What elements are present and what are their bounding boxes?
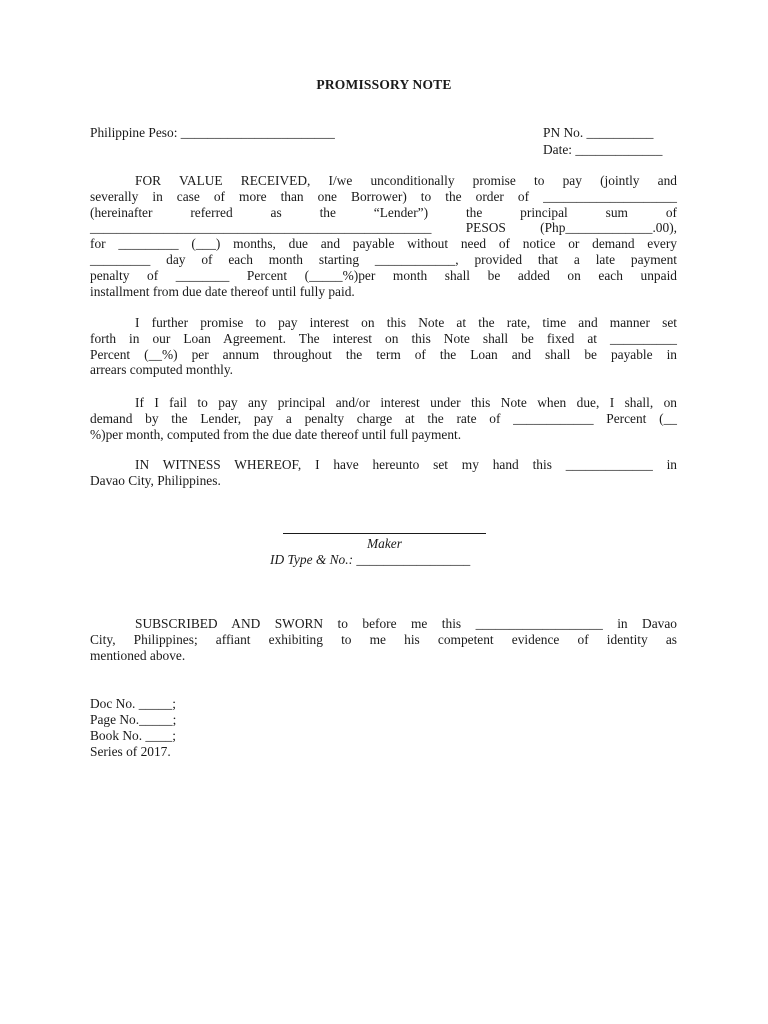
paragraph-line: arrears computed monthly. — [90, 362, 234, 378]
paragraph-line: Davao City, Philippines. — [90, 472, 221, 488]
page-number: Page No._____; — [90, 712, 177, 727]
paragraph-line: FOR VALUE RECEIVED, I/we unconditionally promise to pay (jointly and — [135, 173, 677, 188]
document-title: PROMISSORY NOTE — [316, 77, 452, 92]
doc-number: Doc No. _____; — [90, 696, 176, 711]
paragraph-line: %)per month, computed from the due date thereof until full payment. — [90, 426, 462, 442]
paragraph-line: _________ day of each month starting ____________, provided that a late payment — [90, 251, 677, 267]
pn-number-line: PN No. __________ — [543, 125, 654, 140]
series-year: Series of 2017. — [90, 744, 171, 759]
paragraph-for-value-received — [90, 173, 677, 299]
maker-label: Maker — [367, 536, 402, 551]
paragraph-line: severally in case of more than one Borrower) to the order of ____________________ — [90, 188, 677, 204]
paragraph-interest — [90, 315, 677, 378]
paragraph-line: City, Philippines; affiant exhibiting to me his competent evidence of identity as — [90, 631, 677, 647]
paragraph-line: for _________ (___) months, due and payable without need of notice or demand every — [90, 236, 677, 252]
maker-signature-line — [283, 533, 486, 534]
paragraph-line: ___________________________________________________ PESOS (Php_____________.00), — [90, 220, 677, 236]
paragraph-line: (hereinafter referred as the “Lender”) the principal sum of — [90, 204, 677, 220]
id-type-line: ID Type & No.: _________________ — [270, 552, 471, 567]
paragraph-line: If I fail to pay any principal and/or interest under this Note when due, I shall, on — [135, 395, 677, 410]
paragraph-line: demand by the Lender, pay a penalty charge at the rate of ____________ Percent (__ — [90, 410, 677, 426]
paragraph-line: I further promise to pay interest on this Note at the rate, time and manner set — [135, 315, 677, 330]
paragraph-line: forth in our Loan Agreement. The interest on this Note shall be fixed at __________ — [90, 330, 677, 346]
book-number: Book No. ____; — [90, 728, 176, 743]
philippine-peso-line: Philippine Peso: _______________________ — [90, 125, 335, 140]
paragraph-in-witness — [90, 457, 677, 489]
paragraph-line: installment from due date thereof until fully paid. — [90, 283, 355, 299]
paragraph-line: SUBSCRIBED AND SWORN to before me this ___________________ in Davao — [135, 616, 677, 631]
paragraph-line: penalty of ________ Percent (_____%)per month shall be added on each unpaid — [90, 267, 677, 283]
paragraph-line: IN WITNESS WHEREOF, I have hereunto set my hand this _____________ in — [135, 457, 677, 472]
paragraph-line: Percent (__%) per annum throughout the term of the Loan and shall be payable in — [90, 346, 677, 362]
paragraph-penalty — [90, 395, 677, 442]
date-line: Date: _____________ — [543, 142, 663, 157]
paragraph-subscribed-sworn — [90, 616, 677, 663]
paragraph-line: mentioned above. — [90, 647, 186, 663]
